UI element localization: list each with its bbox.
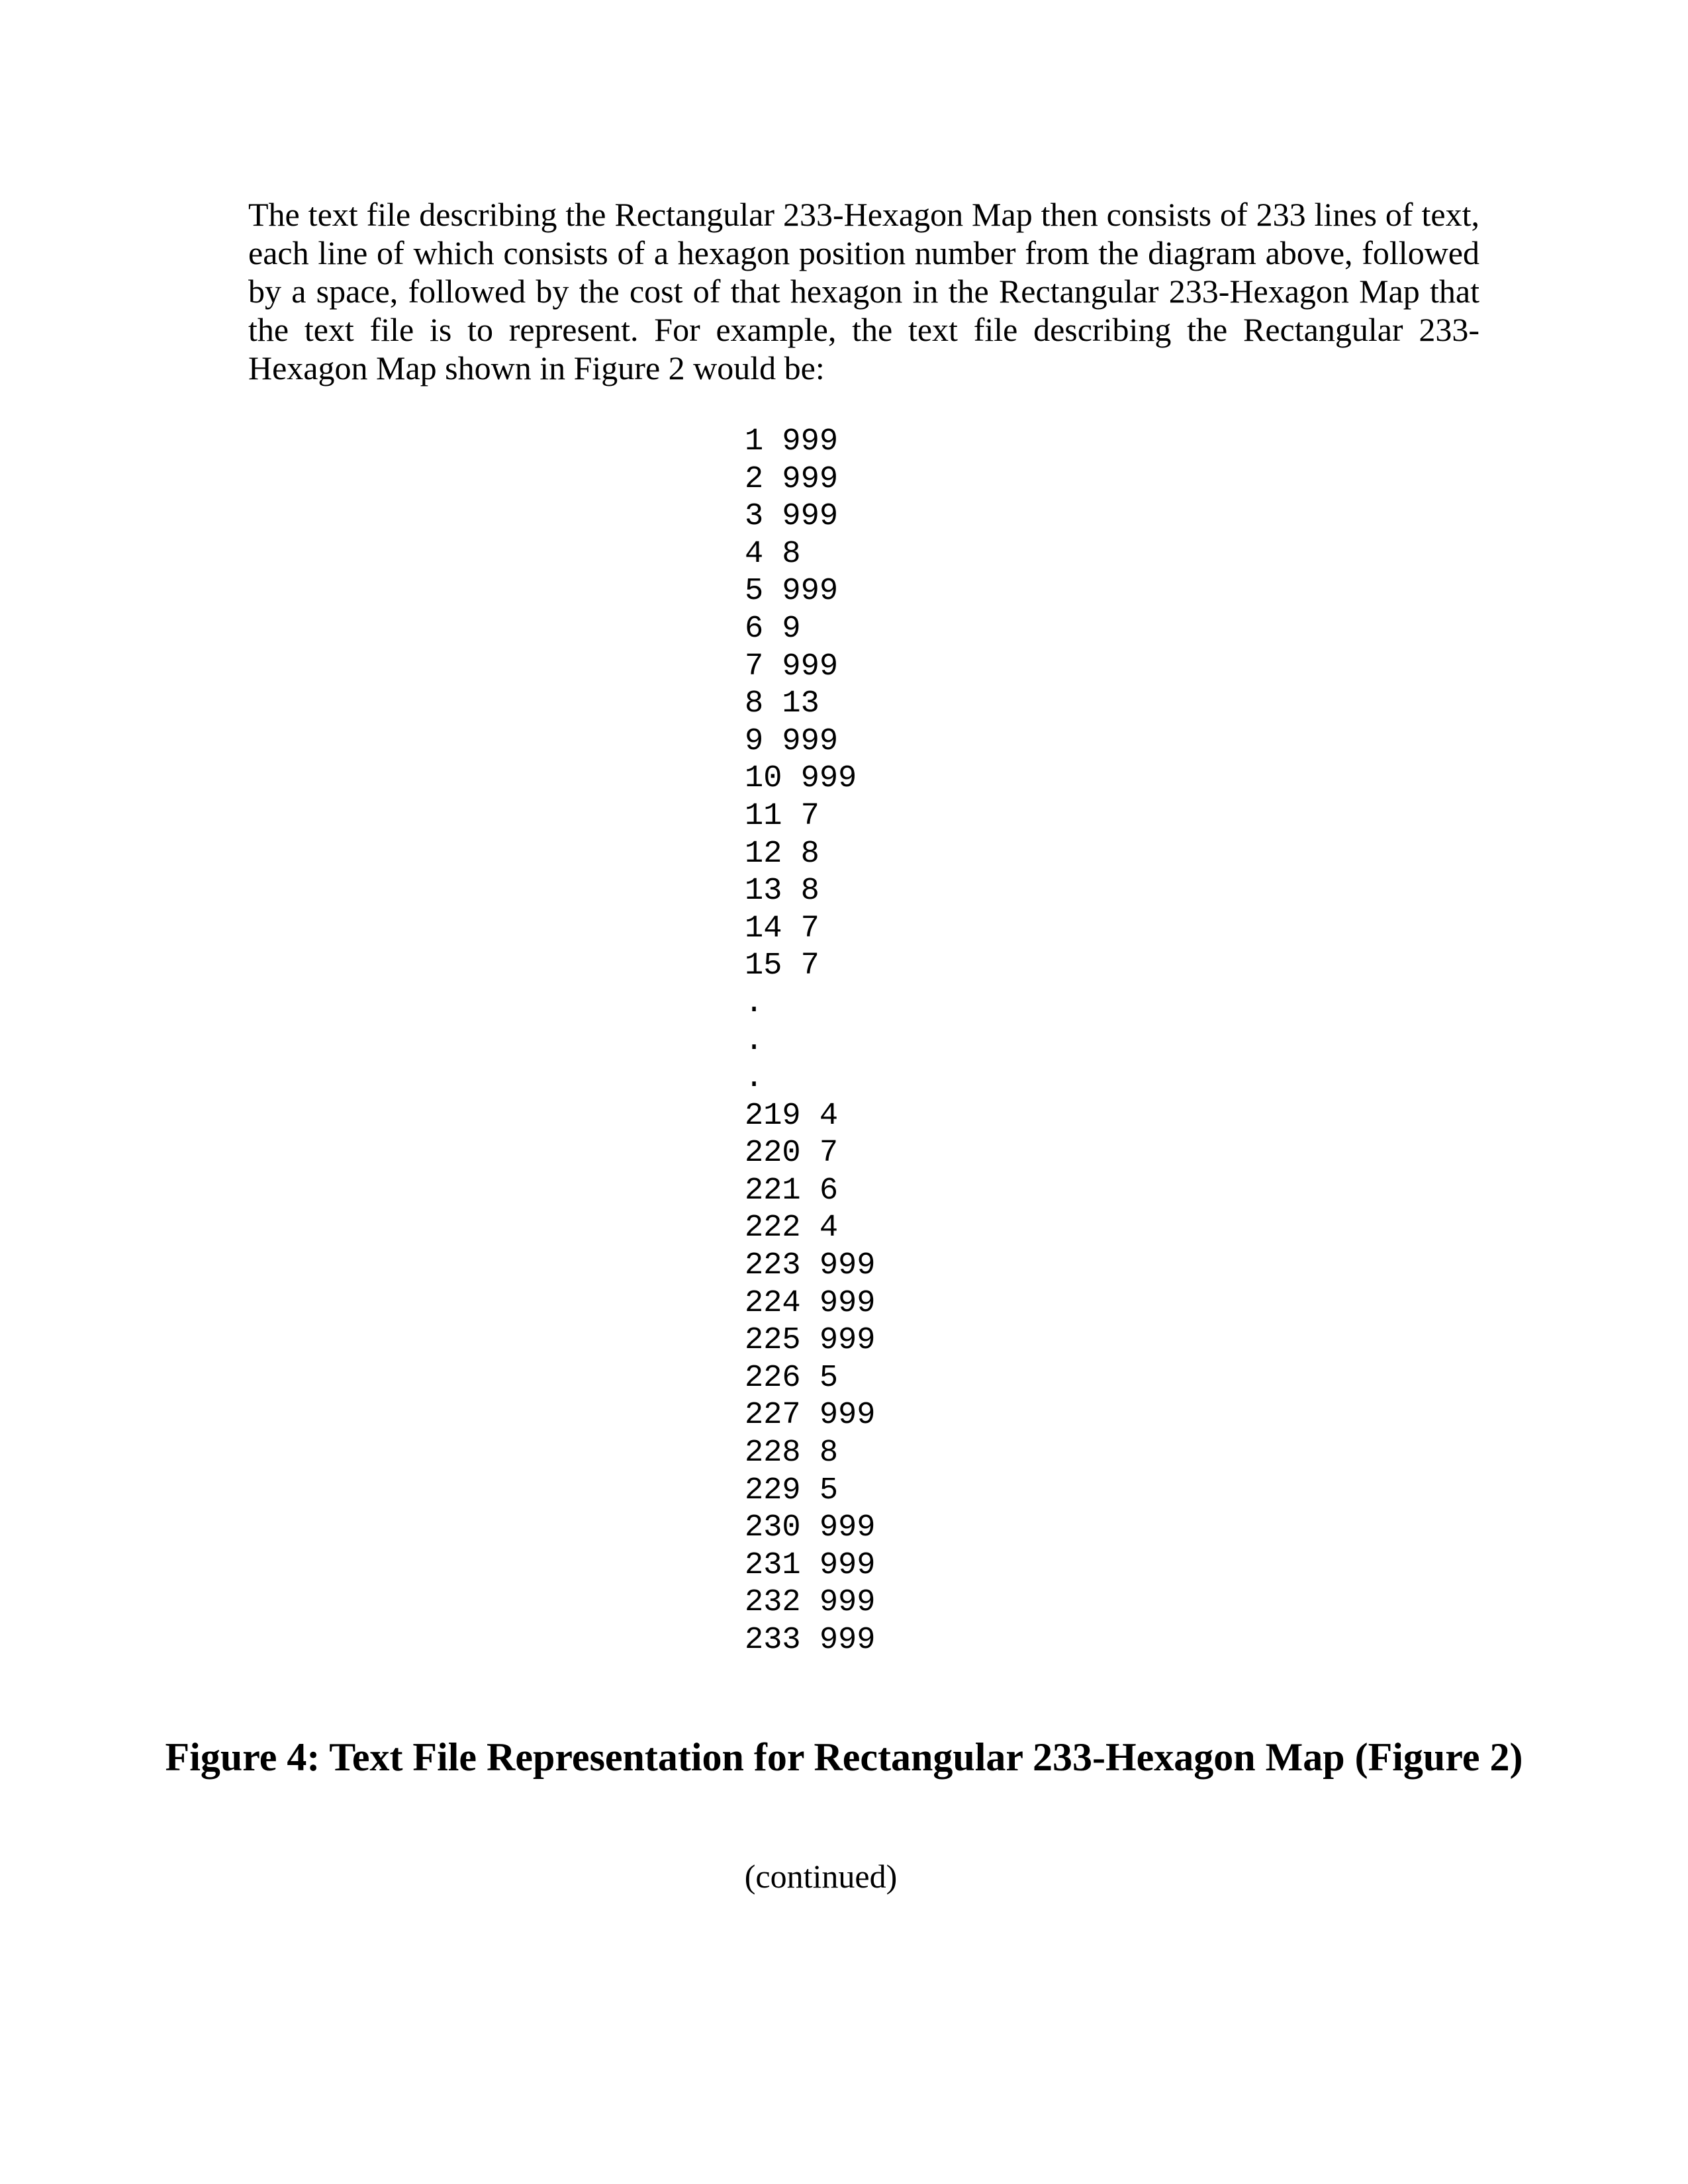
listing-line: 11 7 — [745, 798, 820, 834]
listing-line: 12 8 — [745, 836, 820, 872]
listing-line: 14 7 — [745, 911, 820, 946]
listing-line: . — [745, 985, 764, 1021]
listing-line: 9 999 — [745, 723, 839, 759]
listing-line: 5 999 — [745, 574, 839, 610]
listing-line: 2 999 — [745, 461, 839, 497]
listing-line: 226 5 — [745, 1360, 839, 1396]
listing-line: 10 999 — [745, 761, 857, 797]
listing-line: 232 999 — [745, 1585, 876, 1621]
listing-line: 229 5 — [745, 1473, 839, 1508]
listing-line: . — [745, 1061, 764, 1097]
intro-paragraph: The text file describing the Rectangular 233-Hexagon Map then consists of 233 lines of text, each line of which consists of a hexagon position number from the diagram above, followed by a space, followed by the cost of that hexagon in the Rectangular 233-Hexagon Map that the text file is to represent. For example, the text file describing the Rectangular 233-Hexagon Map shown in Figure 2 would be: — [248, 196, 1479, 387]
listing-line: 220 7 — [745, 1136, 839, 1171]
listing-line: 4 8 — [745, 536, 801, 572]
listing-line: 1 999 — [745, 424, 839, 459]
continued-note: (continued) — [744, 1858, 898, 1895]
listing-line: 225 999 — [745, 1323, 876, 1359]
listing-line: 3 999 — [745, 499, 839, 535]
listing-line: . — [745, 1023, 764, 1059]
listing-line: 230 999 — [745, 1510, 876, 1546]
listing-line: 219 4 — [745, 1098, 839, 1134]
listing-line: 15 7 — [745, 948, 820, 984]
listing-line: 223 999 — [745, 1248, 876, 1284]
text-file-listing — [745, 424, 875, 1660]
figure-caption: Figure 4: Text File Representation for Rectangular 233-Hexagon Map (Figure 2) — [165, 1735, 1523, 1779]
listing-line: 231 999 — [745, 1547, 876, 1583]
listing-line: 224 999 — [745, 1285, 876, 1321]
listing-line: 6 9 — [745, 611, 801, 647]
listing-line: 8 13 — [745, 686, 820, 722]
listing-line: 13 8 — [745, 874, 820, 909]
listing-line: 221 6 — [745, 1173, 839, 1208]
listing-line: 233 999 — [745, 1623, 876, 1658]
listing-line: 228 8 — [745, 1435, 839, 1471]
listing-line: 222 4 — [745, 1210, 839, 1246]
listing-line: 227 999 — [745, 1398, 876, 1433]
listing-line: 7 999 — [745, 649, 839, 684]
